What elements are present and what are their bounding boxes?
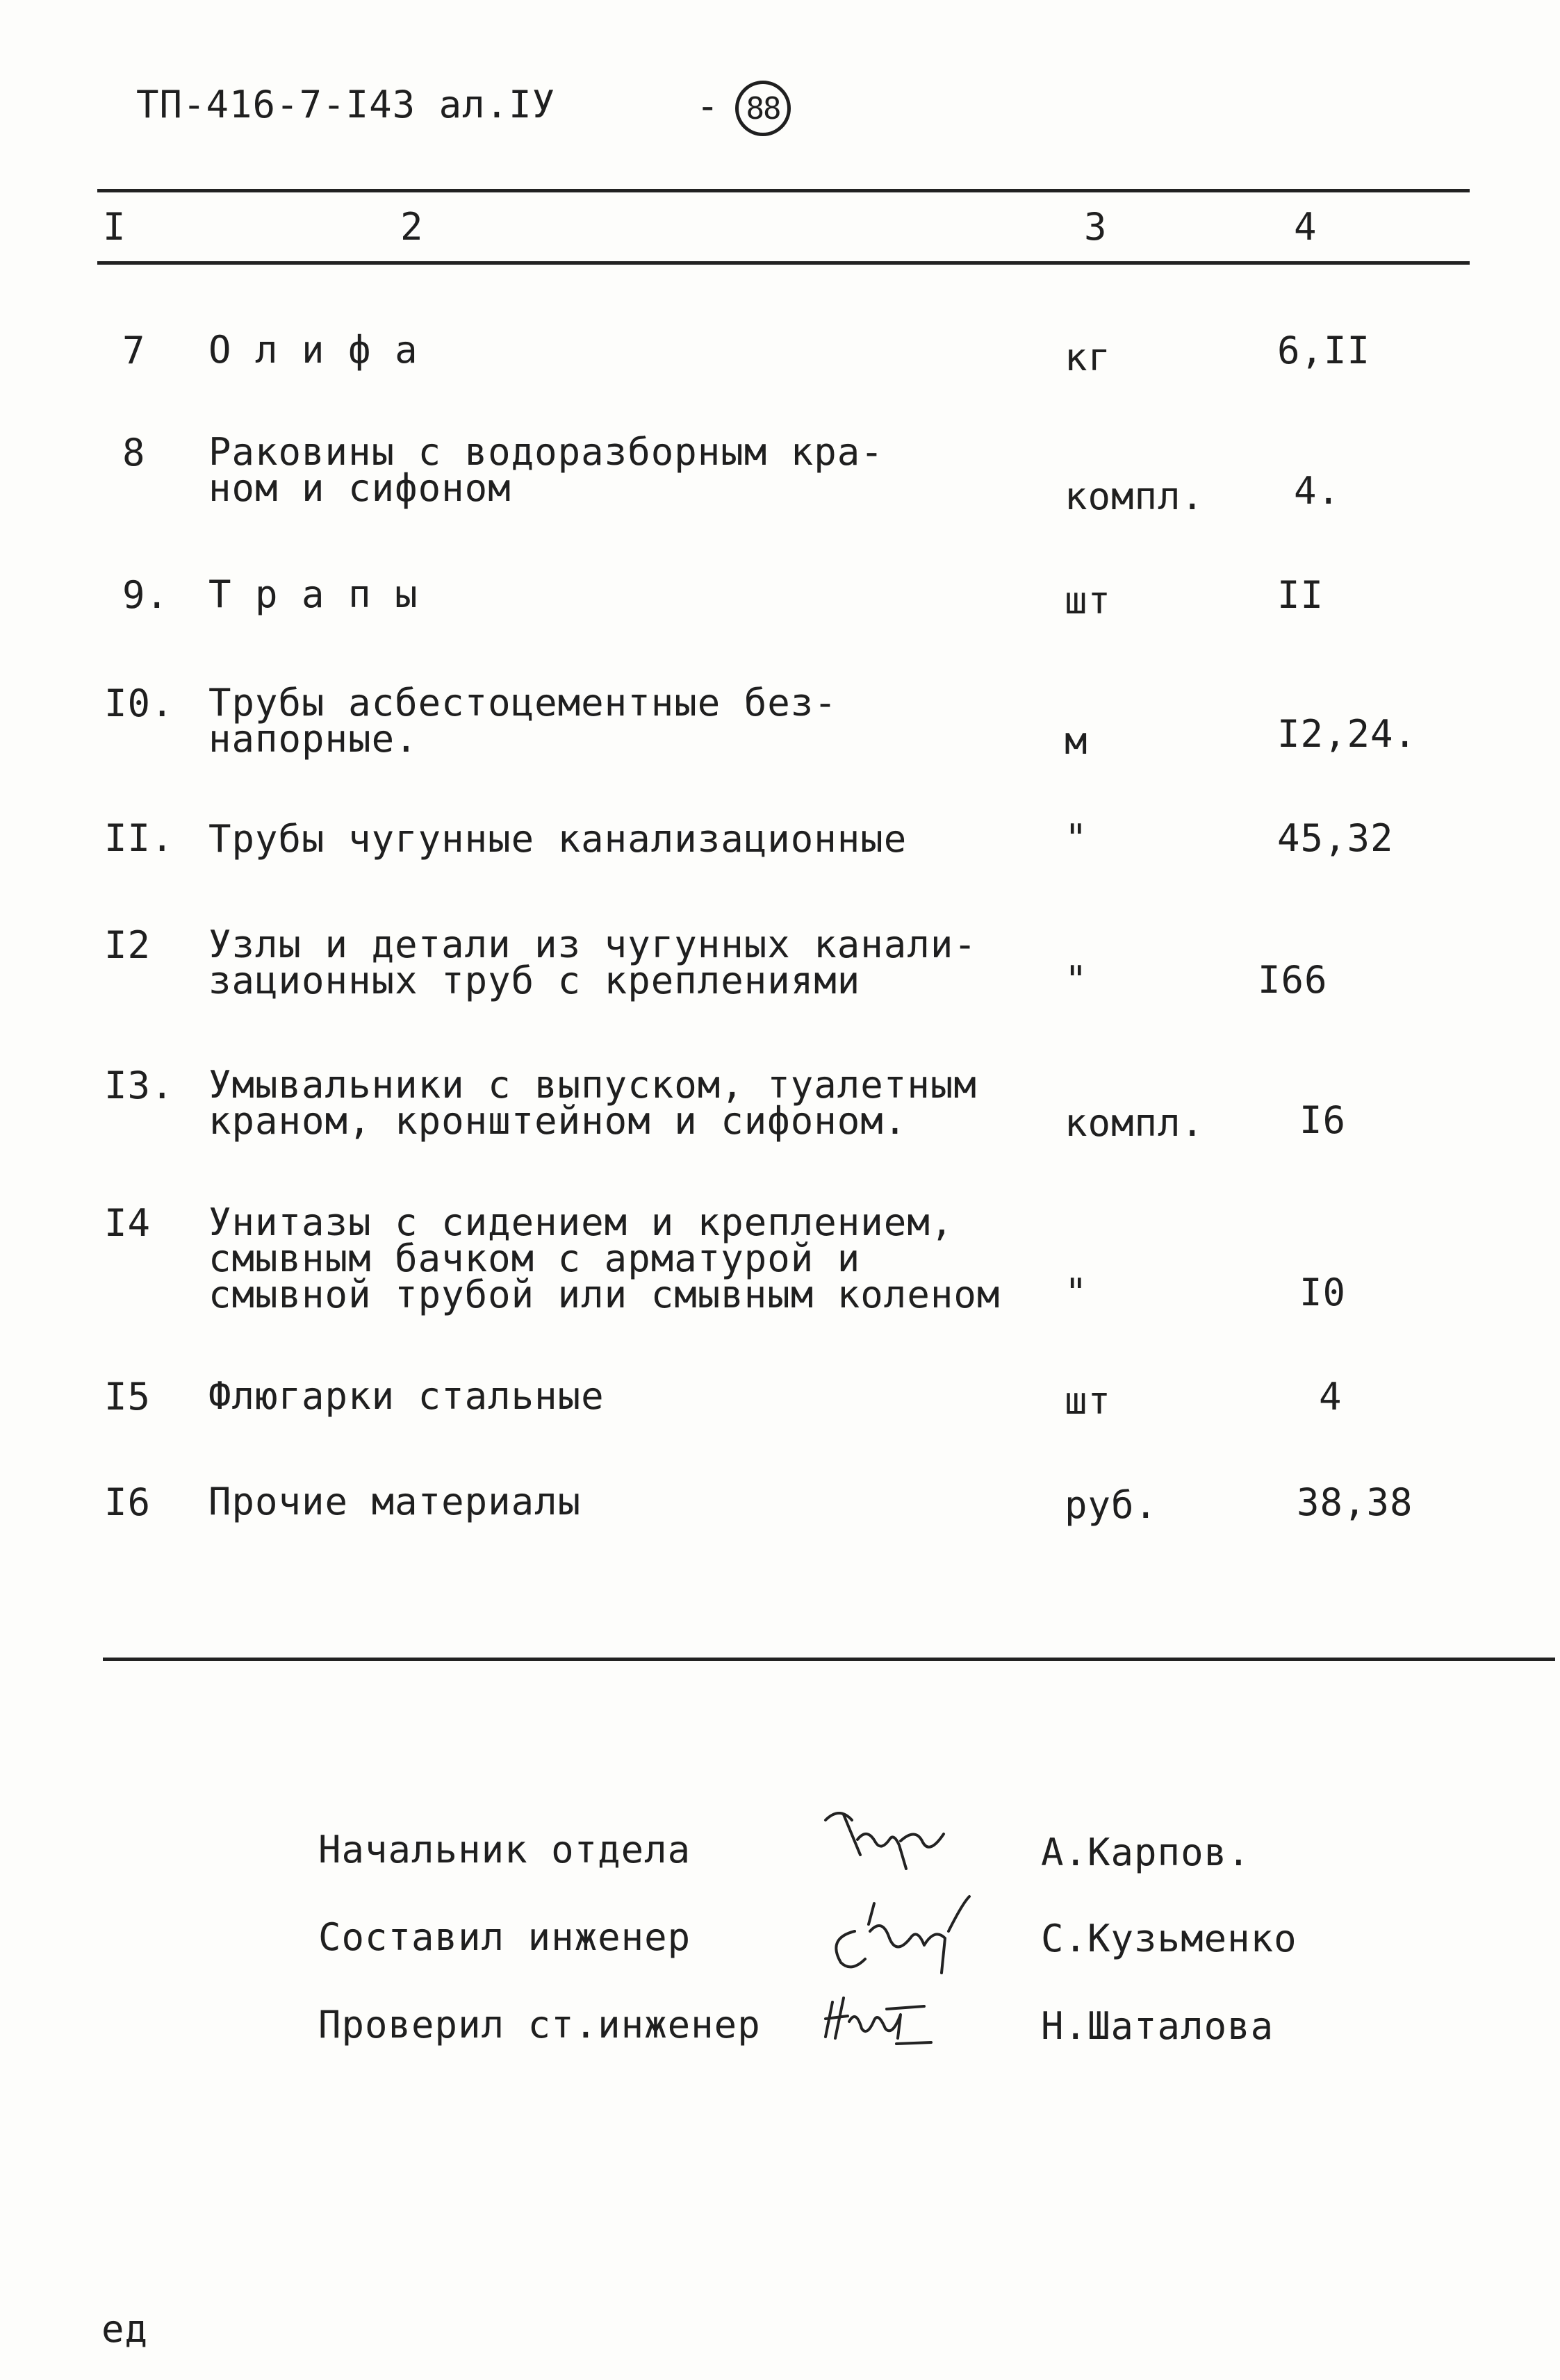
page-number-dash: - — [696, 84, 720, 128]
row-name: О л и ф а — [208, 328, 418, 372]
row-number: I0. — [104, 681, 174, 725]
row-unit: компл. — [1065, 1101, 1205, 1145]
row-unit: руб. — [1065, 1483, 1158, 1527]
row-number: 7 — [122, 329, 146, 372]
row-unit: м — [1065, 719, 1088, 763]
handwritten-signature — [819, 1799, 958, 1876]
document-code: ТП-416-7-I43 ал.IУ — [136, 83, 556, 126]
row-quantity: 38,38 — [1297, 1480, 1413, 1524]
row-name: Узлы и детали из чугунных канали- зационных труб с креплениями — [208, 923, 977, 1002]
row-unit: " — [1065, 816, 1088, 860]
table-top-rule — [97, 189, 1470, 192]
row-quantity: I6 — [1299, 1098, 1347, 1142]
row-quantity: I66 — [1258, 958, 1328, 1002]
row-quantity: I2,24. — [1277, 712, 1418, 756]
row-unit: шт — [1065, 579, 1112, 622]
column-header-3: 3 — [1084, 205, 1108, 249]
row-number: 9. — [122, 573, 170, 617]
row-name: Прочие материалы — [208, 1480, 582, 1523]
row-number: 8 — [122, 431, 146, 474]
row-name: Трубы асбестоцементные без- напорные. — [208, 681, 837, 761]
row-quantity: 45,32 — [1277, 816, 1394, 860]
row-name: Трубы чугунные канализационные — [208, 817, 908, 861]
signature-role: Начальник отдела — [318, 1828, 691, 1871]
row-quantity: II — [1277, 573, 1324, 617]
row-number: I6 — [104, 1480, 151, 1524]
table-header-rule — [97, 261, 1470, 265]
row-unit: " — [1065, 958, 1088, 1002]
row-quantity: 6,II — [1277, 329, 1371, 372]
signatory-name: С.Кузьменко — [1041, 1917, 1297, 1960]
handwritten-signature — [820, 1988, 945, 2051]
page-number-stamp: 88 — [735, 81, 791, 136]
footer-mark: ед — [101, 2307, 149, 2351]
row-number: I2 — [104, 923, 151, 967]
handwritten-signature — [820, 1890, 980, 1987]
row-number: I5 — [104, 1375, 151, 1419]
row-name: Унитазы с сидением и креплением, смывным бачком с арматурой и смывной трубой или смывным коленом — [208, 1200, 1001, 1316]
signatory-name: А.Карпов. — [1041, 1831, 1251, 1874]
signature-role: Проверил ст.инженер — [318, 2003, 761, 2047]
row-number: I3. — [104, 1064, 174, 1107]
row-number: II. — [104, 816, 174, 860]
row-unit: компл. — [1065, 474, 1205, 518]
column-header-1: I — [103, 205, 126, 249]
row-unit: кг — [1065, 336, 1112, 379]
row-quantity: I0 — [1299, 1271, 1347, 1314]
row-name: Умывальники с выпуском, туалетным краном, кронштейном и сифоном. — [208, 1063, 977, 1143]
row-quantity: 4. — [1294, 469, 1341, 513]
row-name: Флюгарки стальные — [208, 1374, 605, 1418]
column-header-4: 4 — [1294, 205, 1317, 249]
signatory-name: Н.Шаталова — [1041, 2004, 1274, 2048]
row-number: I4 — [104, 1201, 151, 1245]
row-unit: " — [1065, 1271, 1088, 1314]
column-header-2: 2 — [400, 205, 424, 249]
row-name: Раковины с водоразборным кра- ном и сифоном — [208, 430, 884, 510]
row-name: Т р а п ы — [208, 572, 418, 616]
row-unit: шт — [1065, 1379, 1112, 1423]
signature-role: Составил инженер — [318, 1915, 691, 1959]
table-bottom-rule — [103, 1658, 1555, 1661]
row-quantity: 4 — [1319, 1375, 1343, 1419]
